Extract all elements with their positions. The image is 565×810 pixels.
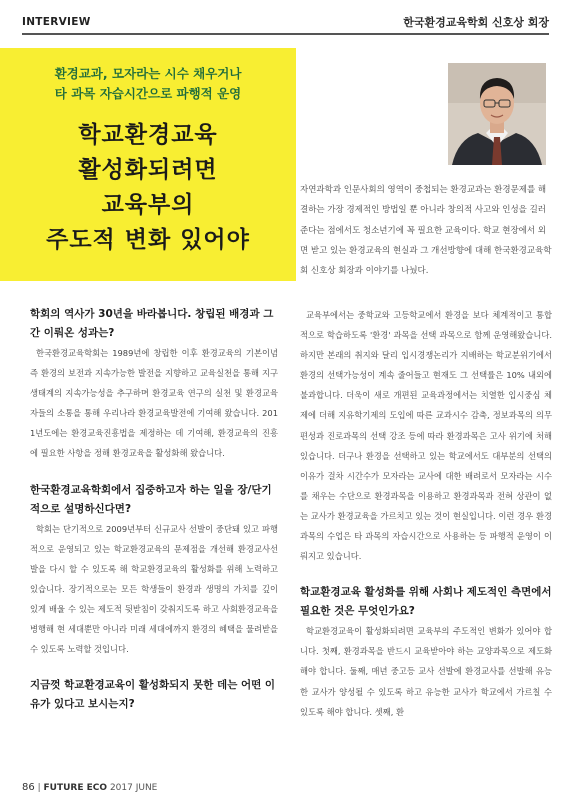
right-column bbox=[300, 305, 552, 722]
question-1: 학회의 역사가 30년을 바라봅니다. 창립된 배경과 그간 이뤄온 성과는? bbox=[30, 308, 274, 339]
headline-subtitle bbox=[0, 64, 296, 104]
left-column bbox=[30, 305, 278, 714]
interviewee-photo bbox=[448, 63, 546, 165]
title-line-2: 활성화되려면 bbox=[78, 157, 218, 183]
headline-box bbox=[0, 48, 296, 281]
header-divider bbox=[22, 33, 549, 35]
issue-date: 2017 JUNE bbox=[109, 783, 158, 793]
intro-paragraph: 자연과학과 인문사회의 영역이 중첩되는 환경교과는 환경문제를 해결하는 가장 경제적인 방법일 뿐 아니라 창의적 사고와 인성을 길러준다는 점에서도 청소년기에 꼭 필요한 교육이다. 학교 현장에서 외면 받고 있는 환경교육의 현실과 그 개선방향에 대해 한국환경교육학회 신호상 회장과 이야기를 나눴다. bbox=[300, 185, 552, 277]
answer-3: 교육부에서는 중학교와 고등학교에서 환경을 보다 체계적이고 통합적으로 학습하도록 '환경' 과목을 선택 과목으로 함께 운영해왔습니다. 하지만 본래의 취지와 달리 입시경쟁논리가 지배하는 학교분위기에서 환경의 선택가능성이 계속 줄어들고 현재도 그 선택률은 10% 내외에 불과합니다. 더욱이 새로 개편된 교육과정에서는 치열한 입시중심 체제에 더해 지유학기제의 도입에 따른 교과시수 감축, 정보과목의 의무 편성과 진로과목의 선택 강조 등에 따라 환경과목은 고사 위기에 처해 있습니다. 더구나 환경을 선택하고 있는 학교에서도 대부분의 선택의 이유가 걸차 시간수가 모자라는 교사에 대한 배려로서 모자라는 시수를 채우는 수단으로 환경과목을 이용하고 환경과목과 전혀 상관이 없는 교사가 환경교육을 가르치고 있는 것이 현실입니다. 이런 경우 환경과목의 수업은 타 과목의 자습시간으로 사용하는 등 파행적 운영이 이뤄지고 있습니다. bbox=[300, 310, 552, 562]
answer-1: 한국환경교육학회는 1989년에 창립한 이후 환경교육의 기본이념 즉 환경의 보전과 지속가능한 발전을 지향하고 교육실천을 통해 지구생태계의 지속가능성을 추구하며 환경교육 연구의 실천 및 환경교육자들의 소통을 통해 우리나라 환경교육발전에 기여해 왔습니다. 2011년도에는 환경교육진흥법을 제정하는 데 기여해, 환경교육의 진흥에 필요한 사항을 정해 환경교육을 활성화해 왔습니다. bbox=[30, 348, 278, 459]
title-line-4: 주도적 변화 있어야 bbox=[46, 227, 250, 253]
question-2: 한국환경교육학회에서 집중하고자 하는 일을 장/단기적으로 설명하신다면? bbox=[30, 483, 272, 515]
answer-4: 학교환경교육이 활성화되려면 교육부의 주도적인 변화가 있어야 합니다. 첫째, 환경과목을 반드시 교육받아야 하는 교양과목으로 제도화해야 합니다. 둘째, 매년 중고등 교사 선발에 환경교사를 선발해 유능한 교사가 양성될 수 있도록 하고 유능한 교사가 학교에서 가르칠 수 있도록 해야 합니다. 셋째, 환 bbox=[300, 626, 552, 717]
question-4: 학교환경교육 활성화를 위해 사회나 제도적인 측면에서 필요한 것은 무엇인가요? bbox=[300, 586, 552, 618]
page-number: 86 bbox=[22, 782, 35, 793]
page-header bbox=[0, 0, 565, 40]
headline-title bbox=[0, 118, 296, 258]
answer-2: 학회는 단기적으로 2009년부터 신규교사 선발이 중단돼 있고 파행적으로 운영되고 있는 학교환경교육의 문제점을 개선해 환경교사선발을 다시 할 수 있도록 해 학교환경교육의 활성화를 위해 노력하고 있습니다. 장기적으로는 모든 학생들이 환경과 생명의 가치를 깊이 있게 배울 수 있는 제도적 뒷받침이 갖춰지도록 하고 사회환경교육을 병행해 현 세대뿐만 아니라 미래 세대에까지 환경의 혜택을 물려받을 수 있도록 노력할 것입니다. bbox=[30, 523, 278, 655]
page-footer bbox=[22, 782, 157, 793]
question-3: 지금껏 학교환경교육이 활성화되지 못한 데는 어떤 이유가 있다고 보시는지? bbox=[30, 679, 276, 711]
portrait-illustration bbox=[448, 63, 546, 165]
footer-separator: | bbox=[37, 783, 41, 793]
subtitle-line-2: 타 과목 자습시간으로 파행적 운영 bbox=[54, 86, 242, 101]
title-line-3: 교육부의 bbox=[101, 192, 195, 218]
title-line-1: 학교환경교육 bbox=[78, 122, 218, 148]
section-label: INTERVIEW bbox=[22, 16, 91, 28]
magazine-name: FUTURE ECO bbox=[43, 783, 108, 793]
interviewee-title: 한국환경교육학회 신호상 회장 bbox=[403, 16, 549, 29]
subtitle-line-1: 환경교과, 모자라는 시수 채우거나 bbox=[54, 66, 242, 81]
